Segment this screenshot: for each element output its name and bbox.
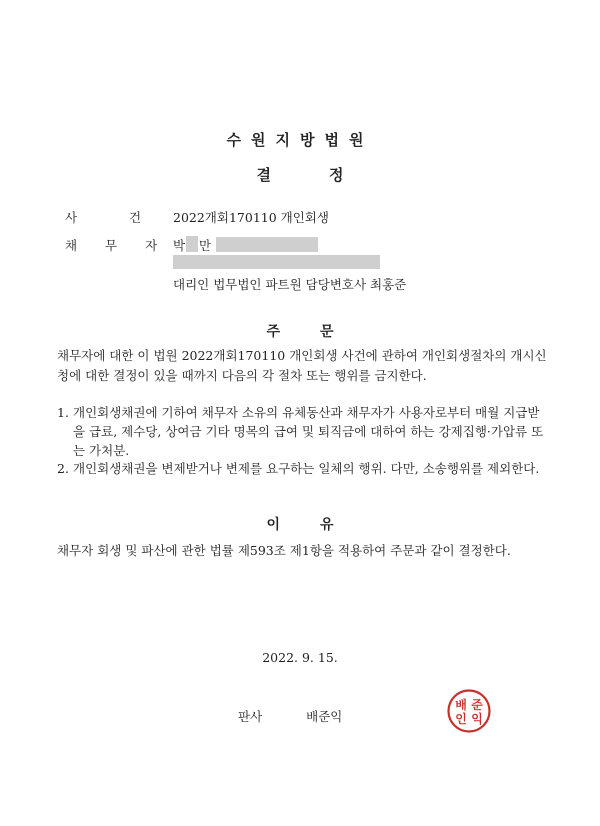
order-item-number: 1. [57, 405, 69, 420]
debtor-agent: 대리인 법무법인 파트원 담당변호사 최홍준 [173, 277, 407, 292]
reason-text: 채무자 회생 및 파산에 관한 법률 제593조 제1항을 적용하여 주문과 같이 결정한다. [57, 543, 511, 558]
main-section-title: 주문 [266, 324, 374, 340]
order-item [57, 403, 547, 460]
svg-text:인: 인 [455, 712, 467, 726]
debtor-label: 채 무 자 [65, 238, 170, 253]
judge-signature-line [238, 707, 342, 725]
debtor-name-first: 박 [173, 238, 186, 253]
case-label: 사 건 [65, 210, 166, 225]
svg-text:준: 준 [471, 698, 483, 712]
judge-name: 배준익 [306, 709, 343, 724]
court-name: 수원지방법원 [226, 131, 374, 149]
order-item-number: 2. [57, 461, 69, 476]
case-value: 2022개회170110 개인회생 [173, 210, 329, 225]
order-item-text: 개인회생채권에 기하여 채무자 소유의 유체동산과 채무자가 사용자로부터 매월 지급받을 급료, 제수당, 상여금 기타 명목의 급여 및 퇴직금에 대하여 하는 강제집행·가압류 또는 가처분. [73, 405, 544, 458]
debtor-id-redaction [216, 237, 318, 252]
reason-section-title: 이유 [266, 517, 374, 533]
debtor-name-last: 만 [199, 238, 212, 253]
judge-title: 판사 [238, 709, 263, 724]
main-intro: 채무자에 대한 이 법원 2022개회170110 개인회생 사건에 관하여 개인회생절차의 개시신청에 대한 결정이 있을 때까지 다음의 각 절차 또는 행위를 금지한다. [57, 348, 547, 383]
order-item [57, 459, 547, 478]
decision-date: 2022. 9. 15. [262, 650, 338, 665]
debtor-address-redaction [173, 255, 380, 269]
judge-seal-icon [447, 689, 491, 733]
debtor-name-redaction [186, 236, 198, 252]
svg-text:익: 익 [471, 712, 483, 726]
svg-text:배: 배 [455, 698, 467, 712]
order-item-text: 개인회생채권을 변제받거나 변제를 요구하는 일체의 행위. 다만, 소송행위를 제외한다. [73, 461, 540, 476]
document-type: 결정 [256, 166, 402, 184]
